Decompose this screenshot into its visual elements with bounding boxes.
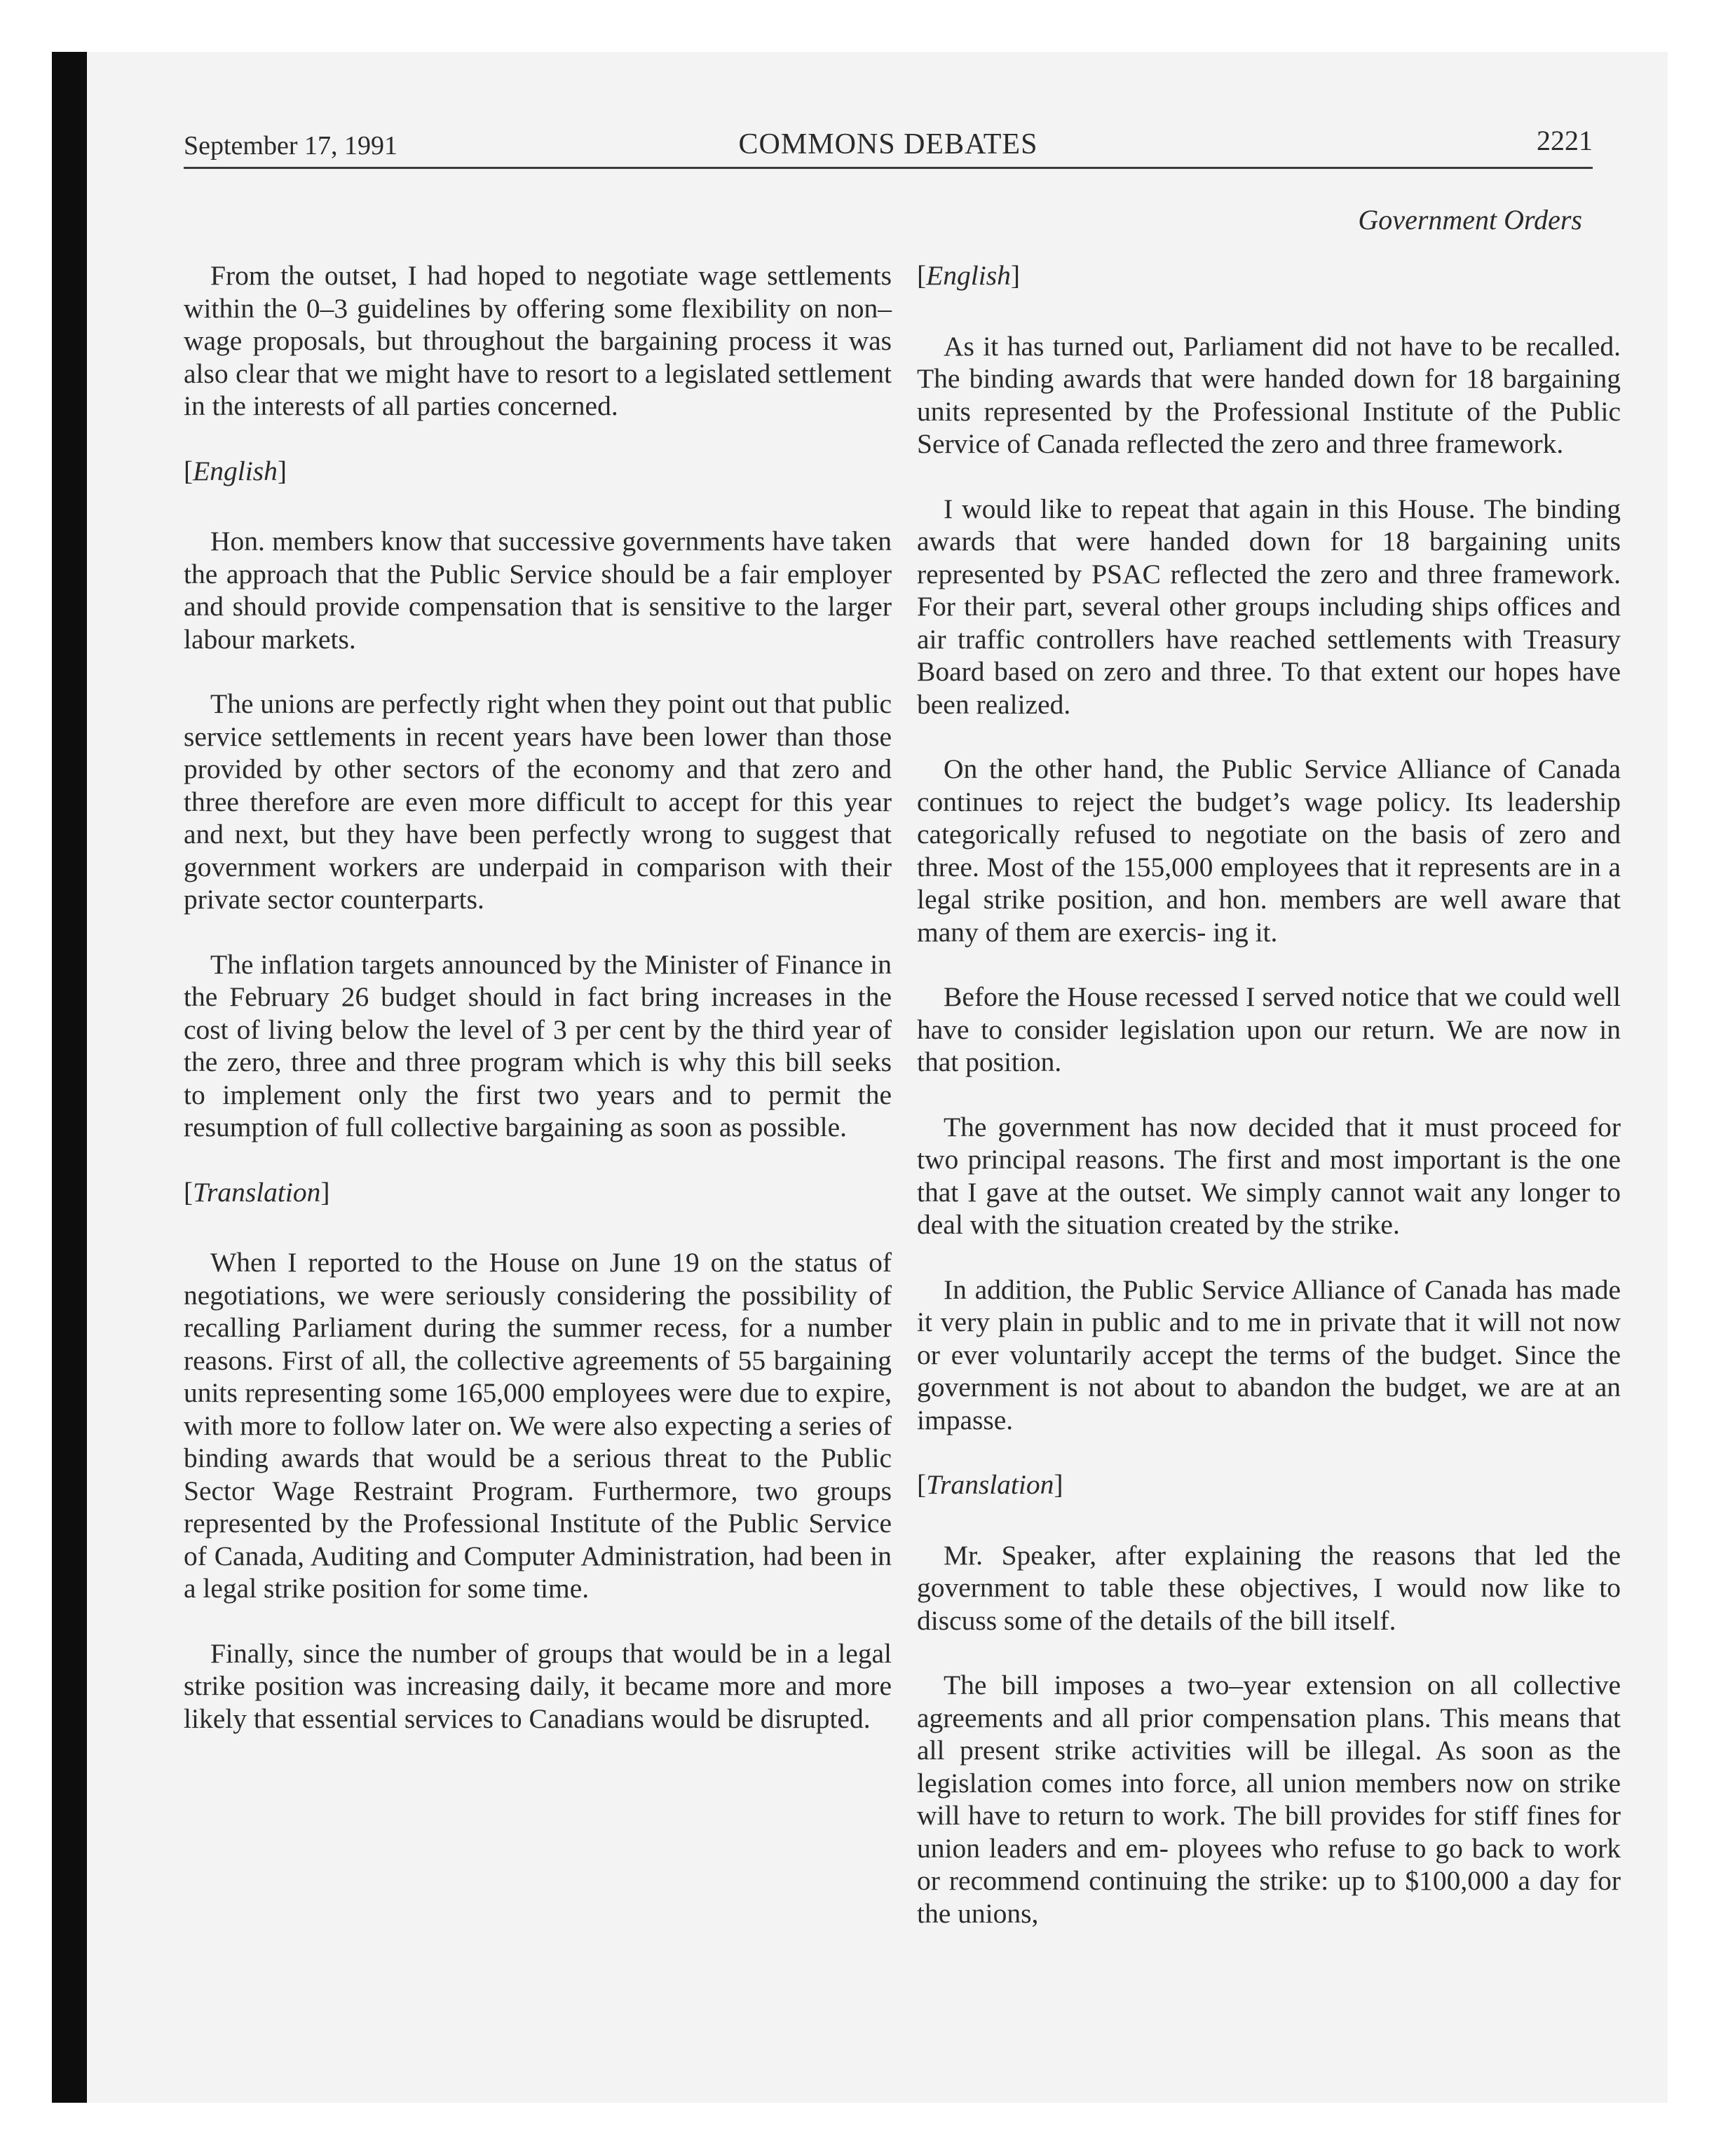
language-marker-label: English [926,260,1011,291]
language-marker-label: Translation [926,1469,1054,1500]
page-number: 2221 [1537,125,1593,156]
paragraph: When I reported to the House on June 19 on the status of negotiations, we were seriously considering the possibility of recalling Parliament during the summer recess, for a number reasons. First of all, the collective agreements of 55 bargaining units representing some 165,000 employees were due to expire, with more to follow later on. We were also expecting a series of binding awards that would be a serious threat to the Public Sector Wage Restraint Program. Furthermore, two groups represented by the Professional Institute of the Public Service of Canada, Auditing and Computer Administration, had been in a legal strike position for some time. [184,1247,892,1604]
header-date: September 17, 1991 [184,131,398,161]
paragraph: Before the House recessed I served notice that we could well have to consider legislation upon our return. We are now in that position. [917,981,1621,1077]
paragraph: Mr. Speaker, after explaining the reasons that led the government to table these objectives, I would now like to discuss some of the details of the bill itself. [917,1539,1621,1636]
language-marker: [English] [917,260,1021,291]
paragraph: Hon. members know that successive governments have taken the approach that the Public Service should be a fair employer and should provide compensation that is sensitive to the larger labour markets. [184,526,892,655]
paragraph: On the other hand, the Public Service Alliance of Canada continues to reject the budget’s wage policy. Its leadership categorically refused to negotiate on the basis of zero and three. Most of the 155,000 employees that it represents are in a legal strike position, and hon. members are well aware that many of them are exercis- ing it. [917,753,1621,948]
header-title: COMMONS DEBATES [738,128,1038,161]
paragraph: I would like to repeat that again in this House. The binding awards that were handed down for 18 bargaining units represented by PSAC reflected the zero and three framework. For their part, several other groups including ships offices and air traffic controllers have reached settlements with Treasury Board based on zero and three. To that extent our hopes have been realized. [917,493,1621,720]
right-column [917,259,1621,1962]
paragraph: Finally, since the number of groups that would be in a legal strike position was increasing daily, it became more and more likely that essential services to Canadians would be disrupted. [184,1637,892,1734]
language-marker: [English] [184,455,287,486]
paragraph: The government has now decided that it must proceed for two principal reasons. The first and most important is the one that I gave at the outset. We simply cannot wait any longer to deal with the situation created by the strike. [917,1111,1621,1240]
language-marker: [Translation] [917,1469,1063,1500]
language-marker-label: Translation [193,1176,321,1208]
language-marker-label: English [193,455,278,486]
left-column [184,259,892,1767]
paragraph: The unions are perfectly right when they point out that public service settlements in recent years have been lower than those provided by other sectors of the economy and that zero and three therefore are even more difficult to accept for this year and next, but they have been perfectly wrong to suggest that government workers are underpaid in comparison with their private sector counterparts. [184,688,892,915]
paragraph: As it has turned out, Parliament did not have to be recalled. The binding awards that were handed down for 18 bargaining units represented by the Professional Institute of the Public Service of Canada reflected the zero and three framework. [917,330,1621,459]
section-title: Government Orders [1358,204,1582,236]
running-header [184,123,1593,169]
language-marker: [Translation] [184,1176,330,1208]
paragraph: From the outset, I had hoped to negotiate wage settlements within the 0–3 guidelines by offering some flexibility on non–wage proposals, but throughout the bargaining process it was also clear that we might have to resort to a legislated settlement in the interests of all parties concerned. [184,260,892,421]
paragraph: The bill imposes a two–year extension on all collective agreements and all prior compensation plans. This means that all present strike activities will be illegal. As soon as the legislation comes into force, all union members now on strike will have to return to work. The bill provides for stiff fines for union leaders and em- ployees who refuse to go back to work or recommend continuing the strike: up to $100,000 a day for the unions, [917,1670,1621,1929]
paragraph: In addition, the Public Service Alliance of Canada has made it very plain in public and to me in private that it will not now or ever voluntarily accept the terms of the budget. Since the government is not about to abandon the budget, we are at an impasse. [917,1274,1621,1435]
paragraph: The inflation targets announced by the Minister of Finance in the February 26 budget should in fact bring increases in the cost of living below the level of 3 per cent by the third year of the zero, three and three program which is why this bill seeks to implement only the first two years and to permit the resumption of full collective bargaining as soon as possible. [184,948,892,1142]
binding-edge [52,52,87,2103]
